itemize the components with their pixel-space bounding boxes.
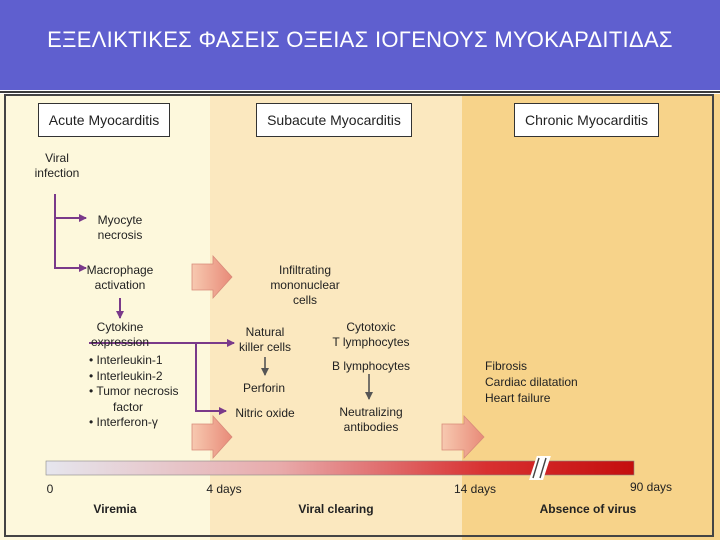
cytokine-list — [89, 353, 199, 431]
perforin-label: Perforin — [242, 381, 286, 395]
cytokine-item: • Interleukin-1 — [89, 353, 163, 367]
cytokine-expression-label: Cytokine expression — [90, 320, 150, 349]
cytokine-item: • Tumor necrosis — [89, 384, 179, 398]
macrophage-activation-label: Macrophage activation — [86, 263, 154, 292]
cytokine-item: • Interleukin-2 — [89, 368, 163, 383]
outcome-cardiac-dilatation: Cardiac dilatation — [485, 375, 578, 389]
viral-infection-label: Viral infection — [34, 151, 80, 180]
nitric-oxide-label: Nitric oxide — [235, 406, 295, 420]
outcome-fibrosis: Fibrosis — [485, 359, 528, 373]
chronic-outcomes-list — [485, 358, 605, 406]
timeline-tick-0: 0 — [46, 482, 54, 496]
b-lymphocytes-label: B lymphocytes — [331, 359, 411, 373]
cytokine-item: • Interferon-γ — [89, 415, 158, 429]
slide-title: ΕΞΕΛΙΚΤΙΚΕΣ ΦΑΣΕΙΣ ΟΞΕΙΑΣ ΙΟΓΕΝΟΥΣ ΜΥΟΚΑΡΔΙΤΙΔΑΣ — [47, 27, 673, 52]
cytotoxic-t-lymphocytes-label: Cytotoxic T lymphocytes — [332, 320, 410, 349]
outcome-heart-failure: Heart failure — [485, 391, 551, 405]
acute-phase-label: Acute Myocarditis — [38, 103, 170, 137]
infiltrating-cells-label: Infiltrating mononuclear cells — [270, 263, 340, 307]
period-viral-clearing: Viral clearing — [298, 502, 374, 516]
chronic-phase-label: Chronic Myocarditis — [514, 103, 659, 137]
timeline-tick-14-days: 14 days — [453, 482, 497, 496]
cytokine-item: factor — [113, 399, 144, 414]
myocyte-necrosis-label: Myocyte necrosis — [97, 213, 143, 242]
timeline-bar — [46, 456, 634, 480]
timeline-tick-4-days: 4 days — [206, 482, 242, 496]
neutralizing-antibodies-label: Neutralizing antibodies — [339, 405, 403, 434]
subacute-phase-label: Subacute Myocarditis — [256, 103, 412, 137]
natural-killer-cells-label: Natural killer cells — [238, 325, 291, 354]
period-viremia: Viremia — [93, 502, 137, 516]
timeline-tick-90-days: 90 days — [629, 480, 673, 494]
period-absence-of-virus: Absence of virus — [539, 502, 637, 516]
